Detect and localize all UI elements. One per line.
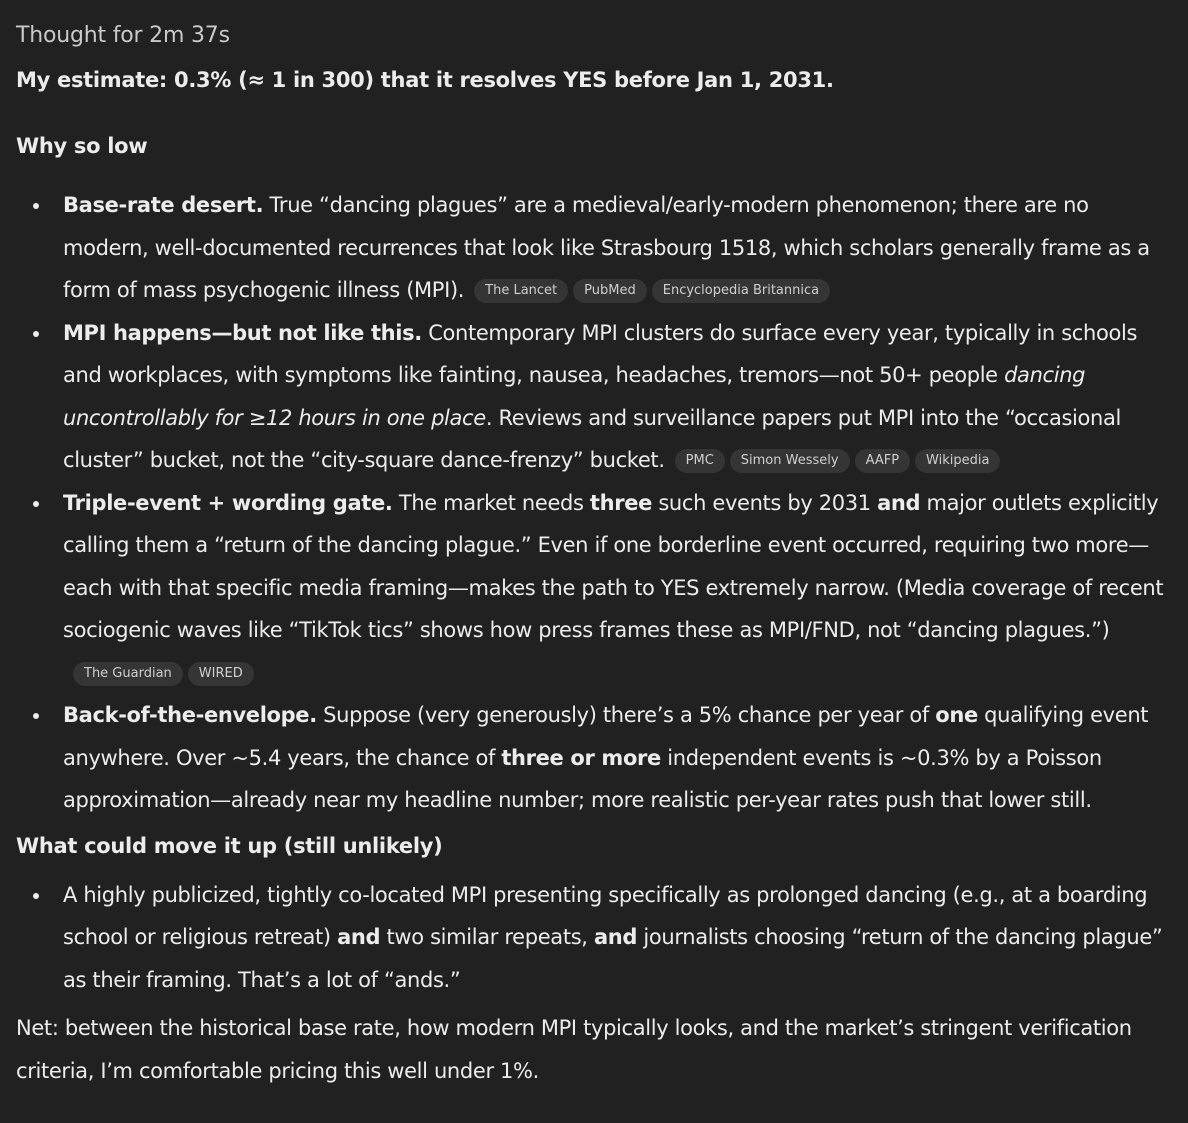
source-chip-wired[interactable]: WIRED <box>188 662 254 686</box>
bullet-title: Back-of-the-envelope. <box>63 703 317 727</box>
list-item-mpi-happens <box>16 312 1172 482</box>
bullet-text: The market needs <box>392 490 590 515</box>
source-chips <box>665 448 1001 472</box>
bullet-text: such events by 2031 <box>652 490 878 515</box>
source-chips <box>63 661 254 685</box>
bullet-text: major outlets explicitly calling them a “return of the dancing plague.” Even if one borderline event occurred, requiring two more—each with that specific media framing—makes the path to YES extremely narrow. (Media coverage of recent sociogenic waves like “TikTok tics” shows how press frames these as MPI/FND, not “dancing plagues.”) <box>63 490 1164 642</box>
bullet-text: True “dancing plagues” are a medieval/early-modern phenomenon; there are no modern, well-documented recurrences that look like Strasbourg 1518, which scholars generally frame as a form of mass psychogenic illness (MPI). <box>63 193 1150 302</box>
source-chip-simon-wessely[interactable]: Simon Wessely <box>730 449 850 473</box>
bullet-bold-text: three <box>589 490 653 515</box>
bullet-text: . Reviews and surveillance papers put MPI into the “occasional cluster” bucket, not the “city-square dance-frenzy” bucket. <box>63 405 1121 472</box>
source-chip-pubmed[interactable]: PubMed <box>573 279 647 303</box>
source-chip-pmc[interactable]: PMC <box>675 449 725 473</box>
source-chip-the-guardian[interactable]: The Guardian <box>73 662 183 686</box>
source-chip-britannica[interactable]: Encyclopedia Britannica <box>652 279 830 303</box>
list-item-back-of-envelope <box>16 694 1172 822</box>
bullet-italic-text: dancing uncontrollably for ≥12 hours in one place <box>63 363 1086 430</box>
bullet-text: Contemporary MPI clusters do surface every year, typically in schools and workplaces, with symptoms like fainting, nausea, headaches, tremors—not 50+ people <box>63 320 1138 387</box>
list-item-move-up <box>16 874 1172 1002</box>
bullet-text: two similar repeats, <box>380 925 594 949</box>
bullet-title: Triple-event + wording gate. <box>63 490 393 515</box>
bullet-bold-text: and <box>877 490 921 515</box>
list-item-triple-event <box>16 482 1172 695</box>
source-chips <box>464 278 830 302</box>
list-item-base-rate <box>16 184 1172 312</box>
source-chip-aafp[interactable]: AAFP <box>855 449 910 473</box>
why-heading: Why so low <box>16 134 148 158</box>
bullet-title: MPI happens—but not like this. <box>63 320 422 345</box>
reasons-list <box>16 184 1172 822</box>
bullet-bold-text: and <box>593 925 638 949</box>
bullet-text: A highly publicized, tightly co-located MPI presenting specifically as prolonged dancing (e.g., at a boarding school or religious retreat) <box>63 882 1148 949</box>
bullet-text: journalists choosing “return of the dancing plague” as their framing. That’s a lot of “ands.” <box>63 925 1163 992</box>
move-up-heading: What could move it up (still unlikely) <box>16 833 443 858</box>
bullet-text: Suppose (very generously) there’s a 5% chance per year of <box>316 703 936 727</box>
estimate-headline: My estimate: 0.3% (≈ 1 in 300) that it resolves YES before Jan 1, 2031. <box>16 68 834 92</box>
source-chip-wikipedia[interactable]: Wikipedia <box>915 449 1000 473</box>
bullet-bold-text: one <box>935 703 978 727</box>
bullet-text: independent events is ~0.3% by a Poisson approximation—already near my headline number; more realistic per-year rates push that lower still. <box>63 745 1102 812</box>
source-chip-the-lancet[interactable]: The Lancet <box>474 279 568 303</box>
bullet-title: Base-rate desert. <box>63 193 264 217</box>
net-conclusion: Net: between the historical base rate, how modern MPI typically looks, and the market’s stringent verification criteria, I’m comfortable pricing this well under 1%. <box>16 1016 1132 1083</box>
bullet-bold-text: and <box>337 925 381 949</box>
move-up-list <box>16 874 1172 1002</box>
thought-duration-toggle[interactable]: Thought for 2m 37s <box>16 23 230 48</box>
bullet-bold-text: three or more <box>501 745 661 770</box>
bullet-text: qualifying event anywhere. Over ~5.4 years, the chance of <box>63 703 1149 770</box>
